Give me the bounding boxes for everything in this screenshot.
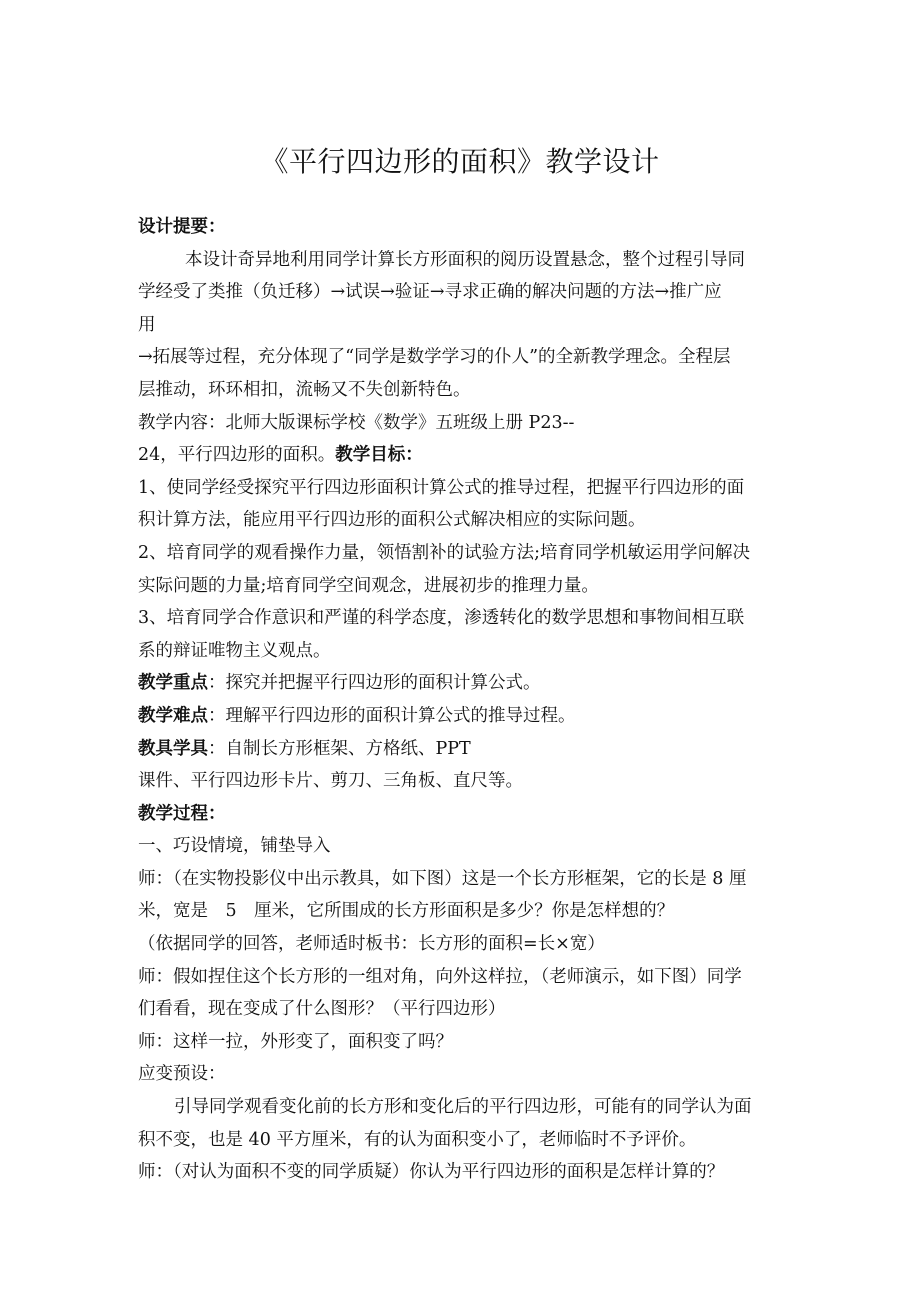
key-point-label: 教学重点 [138,673,208,694]
goal-line: 2、培育同学的观看操作力量，领悟割补的试验方法;培育同学机敏运用学问解决 [138,542,751,563]
process-line: 师：（在实物投影仪中出示教具，如下图）这是一个长方形框架，它的长是 8 厘 [138,868,747,889]
key-point-text: ：探究并把握平行四边形的面积计算公式。 [208,673,541,694]
process-line: 应变预设： [138,1064,226,1085]
document-body [138,211,788,1189]
summary-line: 本设计奇异地利用同学计算长方形面积的阅历设置悬念，整个过程引导同 [185,249,745,270]
content-line: 教学内容：北师大版课标学校《数学》五班级上册 P23-- [138,412,575,433]
process-line: （依据同学的回答，老师适时板书：长方形的面积=长×宽） [138,934,605,955]
process-line: 师：（对认为面积不变的同学质疑）你认为平行四边形的面积是怎样计算的？ [138,1162,725,1183]
goals-heading: 教学目标： [335,445,423,466]
summary-heading: 设计提要： [138,217,226,237]
tools-text: ：自制长方形框架、方格纸、PPT [208,738,471,759]
key-point-line [138,667,788,700]
content-text: 24，平行四边形的面积。 [138,445,336,466]
document-title: 《平行四边形的面积》教学设计 [260,145,660,178]
goal-line: 1、使同学经受探究平行四边形面积计算公式的推导过程，把握平行四边形的面 [138,477,745,498]
goal-line: 积计算方法，能应用平行四边形的面积公式解决相应的实际问题。 [138,510,646,531]
content-line-2 [138,439,788,472]
difficulty-label: 教学难点 [138,705,208,726]
process-line: 一、巧设情境，铺垫导入 [138,836,331,857]
summary-line: 用 [138,314,156,335]
process-line: 师：这样一拉，外形变了，面积变了吗？ [138,1031,453,1052]
summary-line: 层推动，环环相扣，流畅又不失创新特色。 [138,379,471,400]
goal-line: 3、培育同学合作意识和严谨的科学态度，渗透转化的数学思想和事物间相互联 [138,608,745,629]
difficulty-text: ：理解平行四边形的面积计算公式的推导过程。 [208,705,576,726]
process-line: 米，宽是 5 厘米，它所围成的长方形面积是多少？你是怎样想的？ [138,901,675,922]
goal-line: 系的辩证唯物主义观点。 [138,640,331,661]
process-line: 师：假如捏住这个长方形的一组对角，向外这样拉，（老师演示，如下图）同学 [138,966,742,987]
process-heading: 教学过程： [138,803,226,824]
tools-label: 教具学具 [138,738,208,759]
tools-line-2: 课件、平行四边形卡片、剪刀、三角板、直尺等。 [138,771,523,792]
process-indent-line: 引导同学观看变化前的长方形和变化后的平行四边形，可能有的同学认为面 [174,1097,752,1118]
process-indent-line: 积不变，也是 40 平方厘米，有的认为面积变小了，老师临时不予评价。 [138,1129,697,1150]
summary-line: 学经受了类推（负迁移）→试误→验证→寻求正确的解决问题的方法→推广应 [138,282,722,303]
summary-line: →拓展等过程，充分体现了“同学是数学学习的仆人”的全新教学理念。全程层 [138,347,731,368]
tools-line [138,733,788,766]
difficulty-line [138,700,788,733]
goal-line: 实际问题的力量;培育同学空间观念，进展初步的推理力量。 [138,575,599,596]
process-line: 们看看，现在变成了什么图形？（平行四边形） [138,999,506,1020]
